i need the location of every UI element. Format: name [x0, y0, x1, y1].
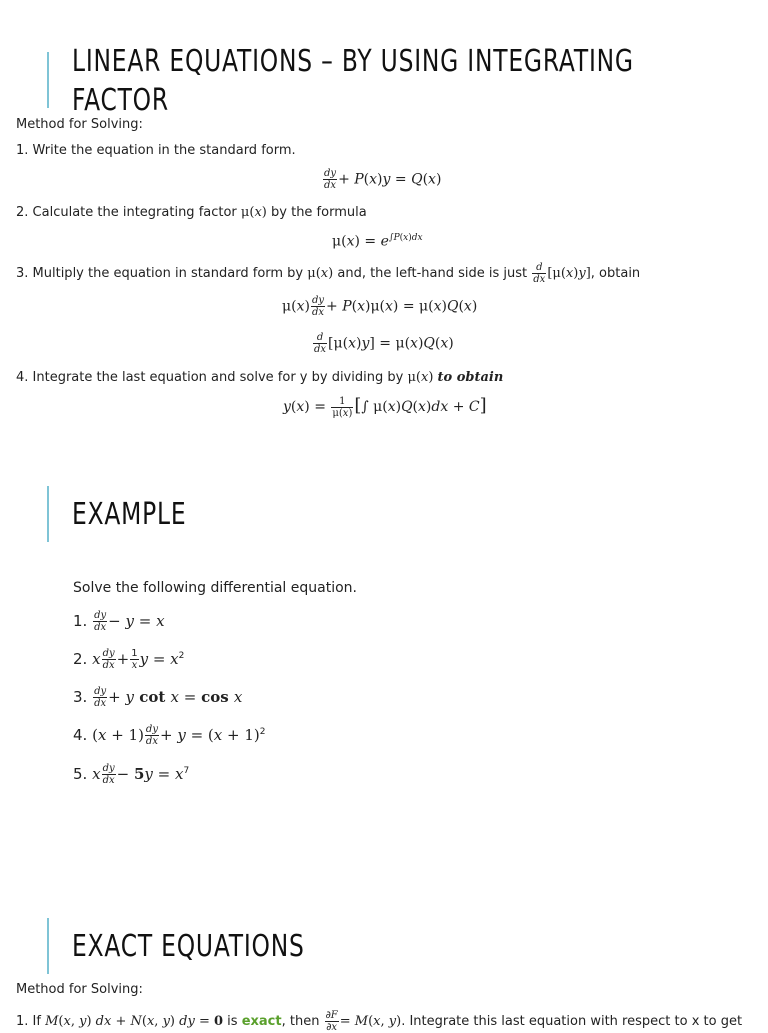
step-4-text: 4. Integrate the last equation and solve for y by dividing by — [16, 370, 404, 385]
multiplied-equation: μ(x) $\frac{dy}{dx}$ + P(x)μ(x) = μ(x)Q(x) — [282, 295, 478, 318]
item-number: 3. — [73, 688, 88, 706]
section-title-line1: LINEAR EQUATIONS – BY USING INTEGRATING — [72, 44, 634, 79]
exact-keyword: exact — [241, 1014, 282, 1029]
item-number: 1. — [73, 612, 88, 630]
exact-step-1-a: 1. If — [16, 1014, 41, 1029]
exact-step-1-b: is — [227, 1014, 238, 1029]
step-3-text-c: , obtain — [590, 266, 641, 281]
step-2-text: 2. Calculate the integrating factor — [16, 205, 237, 220]
integrating-factor-formula: $\mu(x) = e^{\int P(x)dx}$ — [332, 233, 423, 250]
example-intro: Solve the following differential equation. — [73, 580, 357, 596]
exact-step-1-c: , then — [281, 1014, 320, 1029]
solution-formula: y(x) = $\frac{1}{\mu(x)}$ [∫ μ(x)Q(x)dx + C] — [283, 395, 487, 419]
exact-step-1-d: . Integrate this last equation with respect to x to get — [401, 1014, 743, 1029]
item-number: 2. — [73, 650, 88, 668]
heading-accent-bar — [47, 52, 49, 108]
method-label: Method for Solving: — [16, 117, 143, 132]
example-accent-bar — [47, 486, 49, 542]
example-item-4: 4. (x + 1) $\frac{dy}{dx}$ + $y = (x + 1)^2$ — [73, 724, 266, 747]
example-item-2: 2. x $\frac{dy}{dx}$ + $\frac{1}{x}$ $y = x^2$ — [73, 648, 185, 671]
example-item-3: 3. $\frac{dy}{dx}$ + y cot x = cos x — [73, 686, 243, 709]
section-title-line2: FACTOR — [72, 83, 169, 118]
exact-accent-bar — [47, 918, 49, 974]
step-1: 1. Write the equation in the standard form. — [16, 143, 296, 158]
example-item-1: 1. $\frac{dy}{dx}$ − y = x — [73, 610, 165, 633]
step-3-text-b: and, the left-hand side is just — [337, 266, 528, 281]
step-2-text-b: by the formula — [271, 205, 367, 220]
example-item-5: 5. x $\frac{dy}{dx}$ − $5y = x^7$ — [73, 763, 190, 786]
exact-title: EXACT EQUATIONS — [72, 929, 305, 964]
item-number: 5. — [73, 765, 88, 783]
exact-step-1: 1. If M(x, y) dx + N(x, y) dy = 0 is exact, then $\frac{\partial F}{\partial x}$ = M(x, y). Integrate this last equation with respect to x to get — [16, 1010, 743, 1033]
item-number: 4. — [73, 726, 88, 744]
derivative-equation: $\frac{d}{dx}$ [μ(x)y] = μ(x)Q(x) — [314, 332, 454, 355]
step-4: 4. Integrate the last equation and solve for y by dividing by μ(x) to obtain — [16, 370, 504, 385]
example-title: EXAMPLE — [72, 497, 187, 532]
step-4-text-b: to obtain — [437, 370, 504, 385]
exact-method-label: Method for Solving: — [16, 982, 143, 997]
standard-form-equation: $\frac{dy}{dx}$ + P(x)y = Q(x) — [324, 168, 442, 191]
step-3-text: 3. Multiply the equation in standard form by — [16, 266, 304, 281]
step-2: 2. Calculate the integrating factor μ(x) by the formula — [16, 205, 367, 220]
step-3: 3. Multiply the equation in standard form by μ(x) and, the left-hand side is just $\frac{d}{dx}$ [μ(x)y], obtain — [16, 262, 641, 285]
